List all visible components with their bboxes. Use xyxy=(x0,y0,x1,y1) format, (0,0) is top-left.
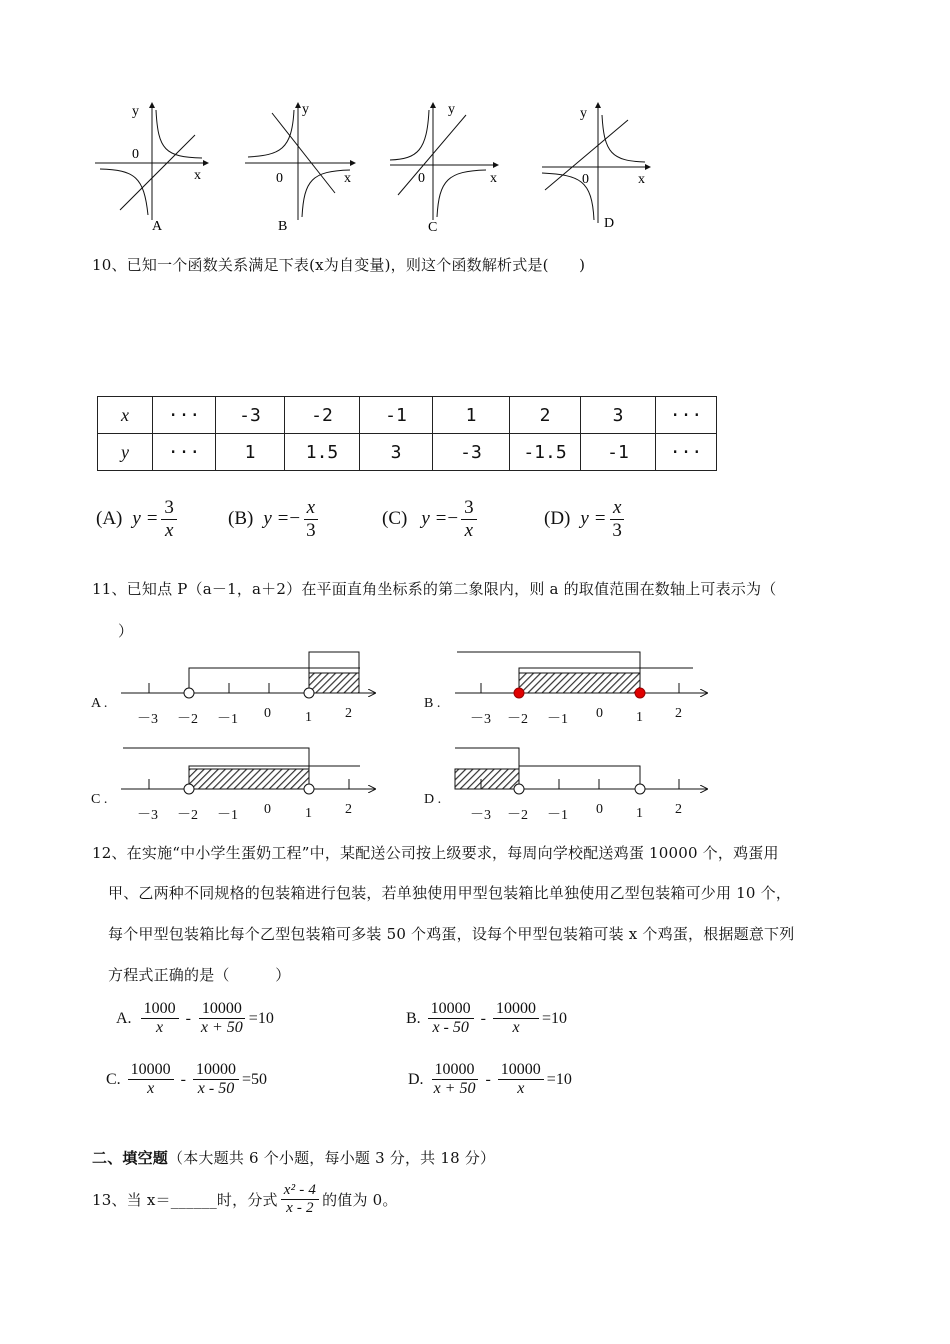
table-cell: ··· xyxy=(153,434,216,471)
tick-label: 2 xyxy=(345,802,352,817)
graph-d-origin: 0 xyxy=(582,172,589,187)
q12-option-d[interactable] xyxy=(408,1061,572,1099)
table-cell: 1.5 xyxy=(285,434,360,471)
tick-label: 1 xyxy=(305,806,312,821)
option-rhs: =10 xyxy=(546,1070,572,1088)
tick-label: 1 xyxy=(636,806,643,821)
option-label-a[interactable]: A . xyxy=(91,696,108,711)
number-line-c xyxy=(121,748,375,794)
option-label: D. xyxy=(408,1070,424,1088)
table-cell: ··· xyxy=(656,397,717,434)
tick-label: 2 xyxy=(675,802,682,817)
table-row xyxy=(98,434,717,471)
tick-label: －1 xyxy=(217,808,238,823)
option-operator: - xyxy=(180,1070,186,1088)
graph-b xyxy=(245,102,355,234)
table-cell: ··· xyxy=(153,397,216,434)
graph-c-y-label: y xyxy=(448,102,455,117)
table-row xyxy=(98,397,717,434)
graph-d-label: D xyxy=(604,216,615,231)
q10-option-b[interactable] xyxy=(228,497,322,542)
graph-d xyxy=(542,103,650,231)
tick-label: 0 xyxy=(264,706,271,721)
table-cell: -3 xyxy=(216,397,285,434)
q10-option-c[interactable] xyxy=(382,497,480,542)
q12-line3: 每个甲型包装箱比每个乙型包装箱可多装 50 个鸡蛋，设每个甲型包装箱可装 x 个鸡蛋，根据题意下列 xyxy=(108,925,795,943)
graph-d-x-label: x xyxy=(638,172,645,187)
table-cell: 2 xyxy=(510,397,581,434)
graph-a-x-label: x xyxy=(194,168,201,183)
q11-stem-line2: ） xyxy=(118,622,134,640)
option-rhs: =50 xyxy=(242,1070,268,1088)
option-operator: - xyxy=(485,1070,491,1088)
tick-label: －3 xyxy=(137,808,158,823)
q12-line1: 12、在实施“中小学生蛋奶工程”中，某配送公司按上级要求，每周向学校配送鸡蛋 10000 个，鸡蛋用 xyxy=(92,844,779,862)
graph-b-origin: 0 xyxy=(276,171,283,186)
option-lhs: y = xyxy=(580,508,607,530)
q13 xyxy=(92,1182,398,1218)
option-label: (C) xyxy=(382,508,408,530)
number-line-b xyxy=(455,652,707,698)
table-cell: x xyxy=(98,397,153,434)
tick-label: －2 xyxy=(177,712,198,727)
graph-c xyxy=(390,102,498,235)
tick-label: －1 xyxy=(217,712,238,727)
graph-d-y-label: y xyxy=(580,106,587,121)
option-label-c[interactable]: C . xyxy=(91,792,108,807)
graph-c-label: C xyxy=(428,220,438,235)
tick-label: －3 xyxy=(137,712,158,727)
tick-label: 0 xyxy=(264,802,271,817)
option-fraction: $\frac{1000}{x}$ xyxy=(141,1000,179,1038)
q10-option-a[interactable] xyxy=(96,497,180,542)
q12-option-b[interactable] xyxy=(406,1000,567,1038)
table-cell: -1 xyxy=(360,397,433,434)
option-fraction: $\frac{10000}{x}$ xyxy=(493,1000,539,1038)
graph-c-x-label: x xyxy=(490,171,497,186)
option-operator: - xyxy=(185,1009,191,1027)
tick-label: 1 xyxy=(305,710,312,725)
option-fraction: $\frac{10000}{x + 50}$ xyxy=(431,1061,479,1099)
number-line-a xyxy=(121,652,375,698)
q12-option-a[interactable] xyxy=(116,1000,274,1038)
section-2-note: （本大题共 6 个小题，每小题 3 分，共 18 分） xyxy=(168,1149,496,1167)
section-2-title: 二、填空题 xyxy=(92,1149,169,1167)
q10-stem: 10、已知一个函数关系满足下表(x为自变量)，则这个函数解析式是( ) xyxy=(92,256,586,274)
q10-option-d[interactable] xyxy=(544,497,628,542)
graph-b-y-label: y xyxy=(302,102,309,117)
option-label: (B) xyxy=(228,508,254,530)
table-cell: y xyxy=(98,434,153,471)
q13-post: 的值为 0。 xyxy=(322,1191,398,1210)
option-fraction: $\frac{10000}{x}$ xyxy=(128,1061,174,1099)
option-label: (A) xyxy=(96,508,123,530)
tick-label: 0 xyxy=(596,802,603,817)
graph-a xyxy=(95,103,208,234)
graph-a-origin: 0 xyxy=(132,147,139,162)
option-label: (D) xyxy=(544,508,571,530)
graph-a-label: A xyxy=(152,219,163,234)
option-rhs: =10 xyxy=(542,1009,568,1027)
number-line-d xyxy=(455,748,707,794)
option-fraction: $\frac{10000}{x - 50}$ xyxy=(193,1061,239,1099)
option-sign: − xyxy=(289,508,301,530)
option-fraction: $\frac{10000}{x}$ xyxy=(498,1061,544,1099)
option-label: C. xyxy=(106,1070,121,1088)
option-label-b[interactable]: B . xyxy=(424,696,441,711)
graph-b-x-label: x xyxy=(344,171,351,186)
option-fraction: $\frac{3}{x}$ xyxy=(461,497,477,542)
option-operator: - xyxy=(480,1009,486,1027)
tick-label: 0 xyxy=(596,706,603,721)
tick-label: －2 xyxy=(507,808,528,823)
q12-line4: 方程式正确的是（ ） xyxy=(108,966,291,984)
table-cell: 1 xyxy=(216,434,285,471)
graph-c-origin: 0 xyxy=(418,171,425,186)
q11-number-lines xyxy=(85,640,725,825)
tick-label: －1 xyxy=(547,712,568,727)
option-label-d[interactable]: D . xyxy=(424,792,442,807)
option-fraction: $\frac{x}{3}$ xyxy=(303,497,319,542)
option-fraction: $\frac{3}{x}$ xyxy=(161,497,177,542)
q10-table xyxy=(97,396,717,471)
graph-b-label: B xyxy=(278,219,288,234)
tick-label: 2 xyxy=(675,706,682,721)
table-cell: -1 xyxy=(581,434,656,471)
table-cell: 3 xyxy=(581,397,656,434)
tick-label: －1 xyxy=(547,808,568,823)
graph-a-y-label: y xyxy=(132,104,139,119)
option-label: B. xyxy=(406,1009,421,1027)
option-fraction: $\frac{x}{3}$ xyxy=(609,497,625,542)
q11-stem-line1: 11、已知点 P（a－1，a＋2）在平面直角坐标系的第二象限内，则 a 的取值范围在数轴上可表示为（ xyxy=(92,580,777,598)
tick-label: －3 xyxy=(470,712,491,727)
option-rhs: =10 xyxy=(248,1009,274,1027)
table-cell: ··· xyxy=(656,434,717,471)
tick-label: －3 xyxy=(470,808,491,823)
tick-label: －2 xyxy=(177,808,198,823)
q13-pre: 13、当 x＝______时，分式 xyxy=(92,1191,278,1210)
table-cell: -2 xyxy=(285,397,360,434)
tick-label: 1 xyxy=(636,710,643,725)
option-lhs: y = xyxy=(132,508,159,530)
q9-graphs xyxy=(90,95,660,240)
table-cell: 1 xyxy=(433,397,510,434)
table-cell: -1.5 xyxy=(510,434,581,471)
q12-option-c[interactable] xyxy=(106,1061,267,1099)
option-lhs: y = xyxy=(421,508,448,530)
option-label: A. xyxy=(116,1009,132,1027)
q12-line2: 甲、乙两种不同规格的包装箱进行包装，若单独使用甲型包装箱比单独使用乙型包装箱可少用 10 个， xyxy=(108,884,792,902)
table-cell: 3 xyxy=(360,434,433,471)
tick-label: 2 xyxy=(345,706,352,721)
option-lhs: y = xyxy=(263,508,290,530)
option-fraction: $\frac{10000}{x + 50}$ xyxy=(198,1000,246,1038)
section-2-heading xyxy=(92,1147,495,1168)
tick-label: －2 xyxy=(507,712,528,727)
q13-fraction: $\frac{\text{x² - 4}}{x - 2}$ xyxy=(281,1182,319,1218)
option-fraction: $\frac{10000}{x - 50}$ xyxy=(428,1000,474,1038)
option-sign: − xyxy=(447,508,459,530)
table-cell: -3 xyxy=(433,434,510,471)
